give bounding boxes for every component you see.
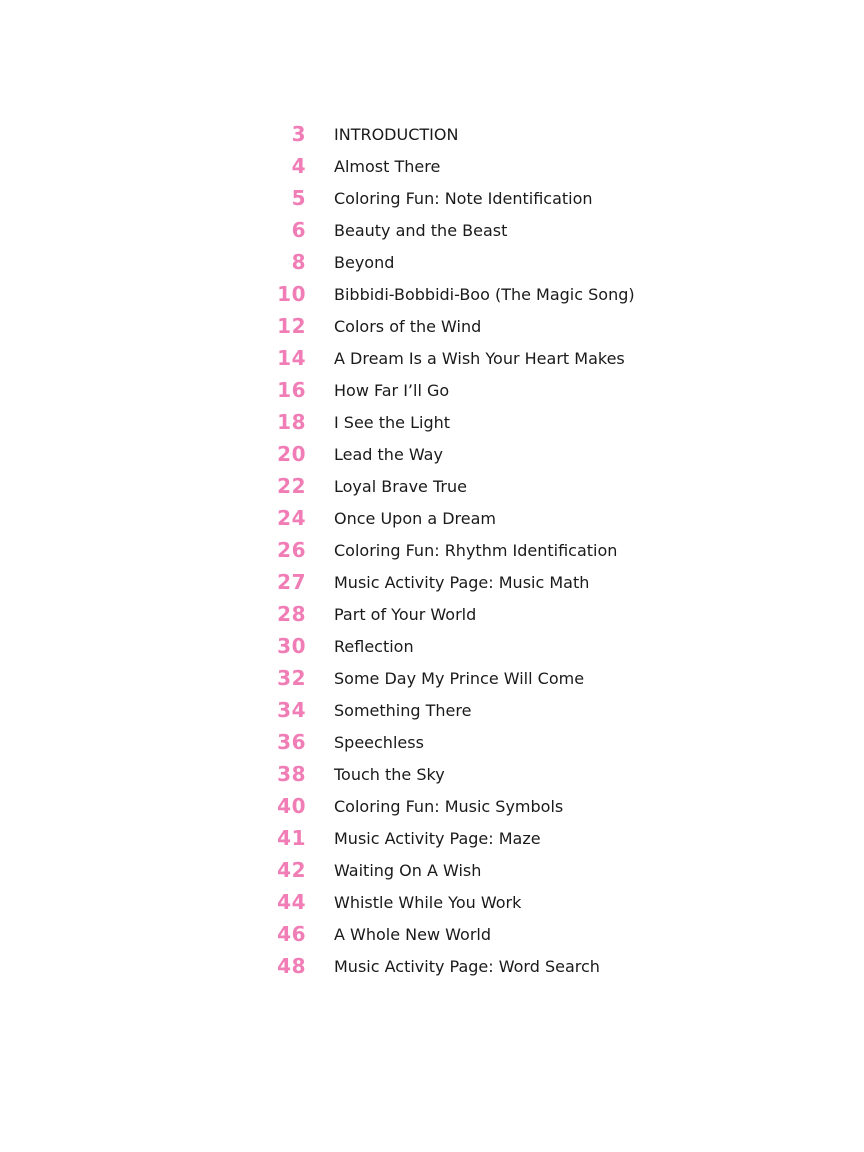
page-number: 48 (277, 954, 306, 978)
toc-entry[interactable] (262, 566, 682, 598)
toc-entry[interactable] (262, 534, 682, 566)
toc-entry[interactable] (262, 854, 682, 886)
page-number: 4 (291, 154, 306, 178)
toc-entry[interactable] (262, 886, 682, 918)
page-number: 38 (277, 762, 306, 786)
page-number: 22 (277, 474, 306, 498)
toc-entry[interactable] (262, 118, 682, 150)
toc-entry[interactable] (262, 726, 682, 758)
entry-title: How Far I’ll Go (334, 380, 450, 400)
toc-entry[interactable] (262, 374, 682, 406)
entry-title: Waiting On A Wish (334, 860, 482, 880)
page-number: 26 (277, 538, 306, 562)
entry-title: A Dream Is a Wish Your Heart Makes (334, 348, 625, 368)
entry-title: Lead the Way (334, 444, 443, 464)
page-number: 30 (277, 634, 306, 658)
entry-title: INTRODUCTION (334, 124, 459, 144)
page-number: 40 (277, 794, 306, 818)
toc-entry[interactable] (262, 918, 682, 950)
toc-entry[interactable] (262, 182, 682, 214)
page-number: 27 (277, 570, 306, 594)
entry-title: Once Upon a Dream (334, 508, 497, 528)
toc-entry[interactable] (262, 438, 682, 470)
entry-title: Music Activity Page: Maze (334, 828, 541, 848)
page-number: 6 (291, 218, 306, 242)
entry-title: Touch the Sky (334, 764, 445, 784)
toc-entry[interactable] (262, 758, 682, 790)
page-number: 41 (277, 826, 306, 850)
toc-entry[interactable] (262, 342, 682, 374)
entry-title: Music Activity Page: Music Math (334, 572, 590, 592)
page-number: 10 (277, 282, 306, 306)
entry-title: A Whole New World (334, 924, 491, 944)
toc-entry[interactable] (262, 470, 682, 502)
toc-entry[interactable] (262, 278, 682, 310)
page-number: 12 (277, 314, 306, 338)
page-number: 14 (277, 346, 306, 370)
page-number: 42 (277, 858, 306, 882)
entry-title: Bibbidi-Bobbidi-Boo (The Magic Song) (334, 284, 635, 304)
entry-title: Some Day My Prince Will Come (334, 668, 585, 688)
entry-title: Almost There (334, 156, 441, 176)
entry-title: Loyal Brave True (334, 476, 467, 496)
page-number: 32 (277, 666, 306, 690)
toc-entry[interactable] (262, 246, 682, 278)
entry-title: Speechless (334, 732, 424, 752)
entry-title: Coloring Fun: Note Identification (334, 188, 593, 208)
entry-title: I See the Light (334, 412, 451, 432)
entry-title: Part of Your World (334, 604, 477, 624)
entry-title: Beauty and the Beast (334, 220, 508, 240)
entry-title: Something There (334, 700, 472, 720)
page-number: 44 (277, 890, 306, 914)
entry-title: Whistle While You Work (334, 892, 522, 912)
table-of-contents (262, 118, 682, 982)
entry-title: Colors of the Wind (334, 316, 482, 336)
toc-entry[interactable] (262, 790, 682, 822)
entry-title: Coloring Fun: Music Symbols (334, 796, 564, 816)
page-number: 20 (277, 442, 306, 466)
page-number: 36 (277, 730, 306, 754)
toc-entry[interactable] (262, 150, 682, 182)
page-number: 3 (291, 122, 306, 146)
entry-title: Music Activity Page: Word Search (334, 956, 600, 976)
toc-entry[interactable] (262, 822, 682, 854)
page-number: 5 (291, 186, 306, 210)
entry-title: Coloring Fun: Rhythm Identification (334, 540, 618, 560)
entry-title: Reflection (334, 636, 414, 656)
toc-entry[interactable] (262, 214, 682, 246)
page-number: 8 (291, 250, 306, 274)
page-number: 18 (277, 410, 306, 434)
page-number: 28 (277, 602, 306, 626)
toc-entry[interactable] (262, 694, 682, 726)
toc-entry[interactable] (262, 406, 682, 438)
page-number: 16 (277, 378, 306, 402)
toc-entry[interactable] (262, 662, 682, 694)
page-number: 24 (277, 506, 306, 530)
page-number: 34 (277, 698, 306, 722)
toc-entry[interactable] (262, 502, 682, 534)
page-number: 46 (277, 922, 306, 946)
toc-entry[interactable] (262, 310, 682, 342)
entry-title: Beyond (334, 252, 395, 272)
toc-entry[interactable] (262, 598, 682, 630)
toc-entry[interactable] (262, 630, 682, 662)
toc-entry[interactable] (262, 950, 682, 982)
